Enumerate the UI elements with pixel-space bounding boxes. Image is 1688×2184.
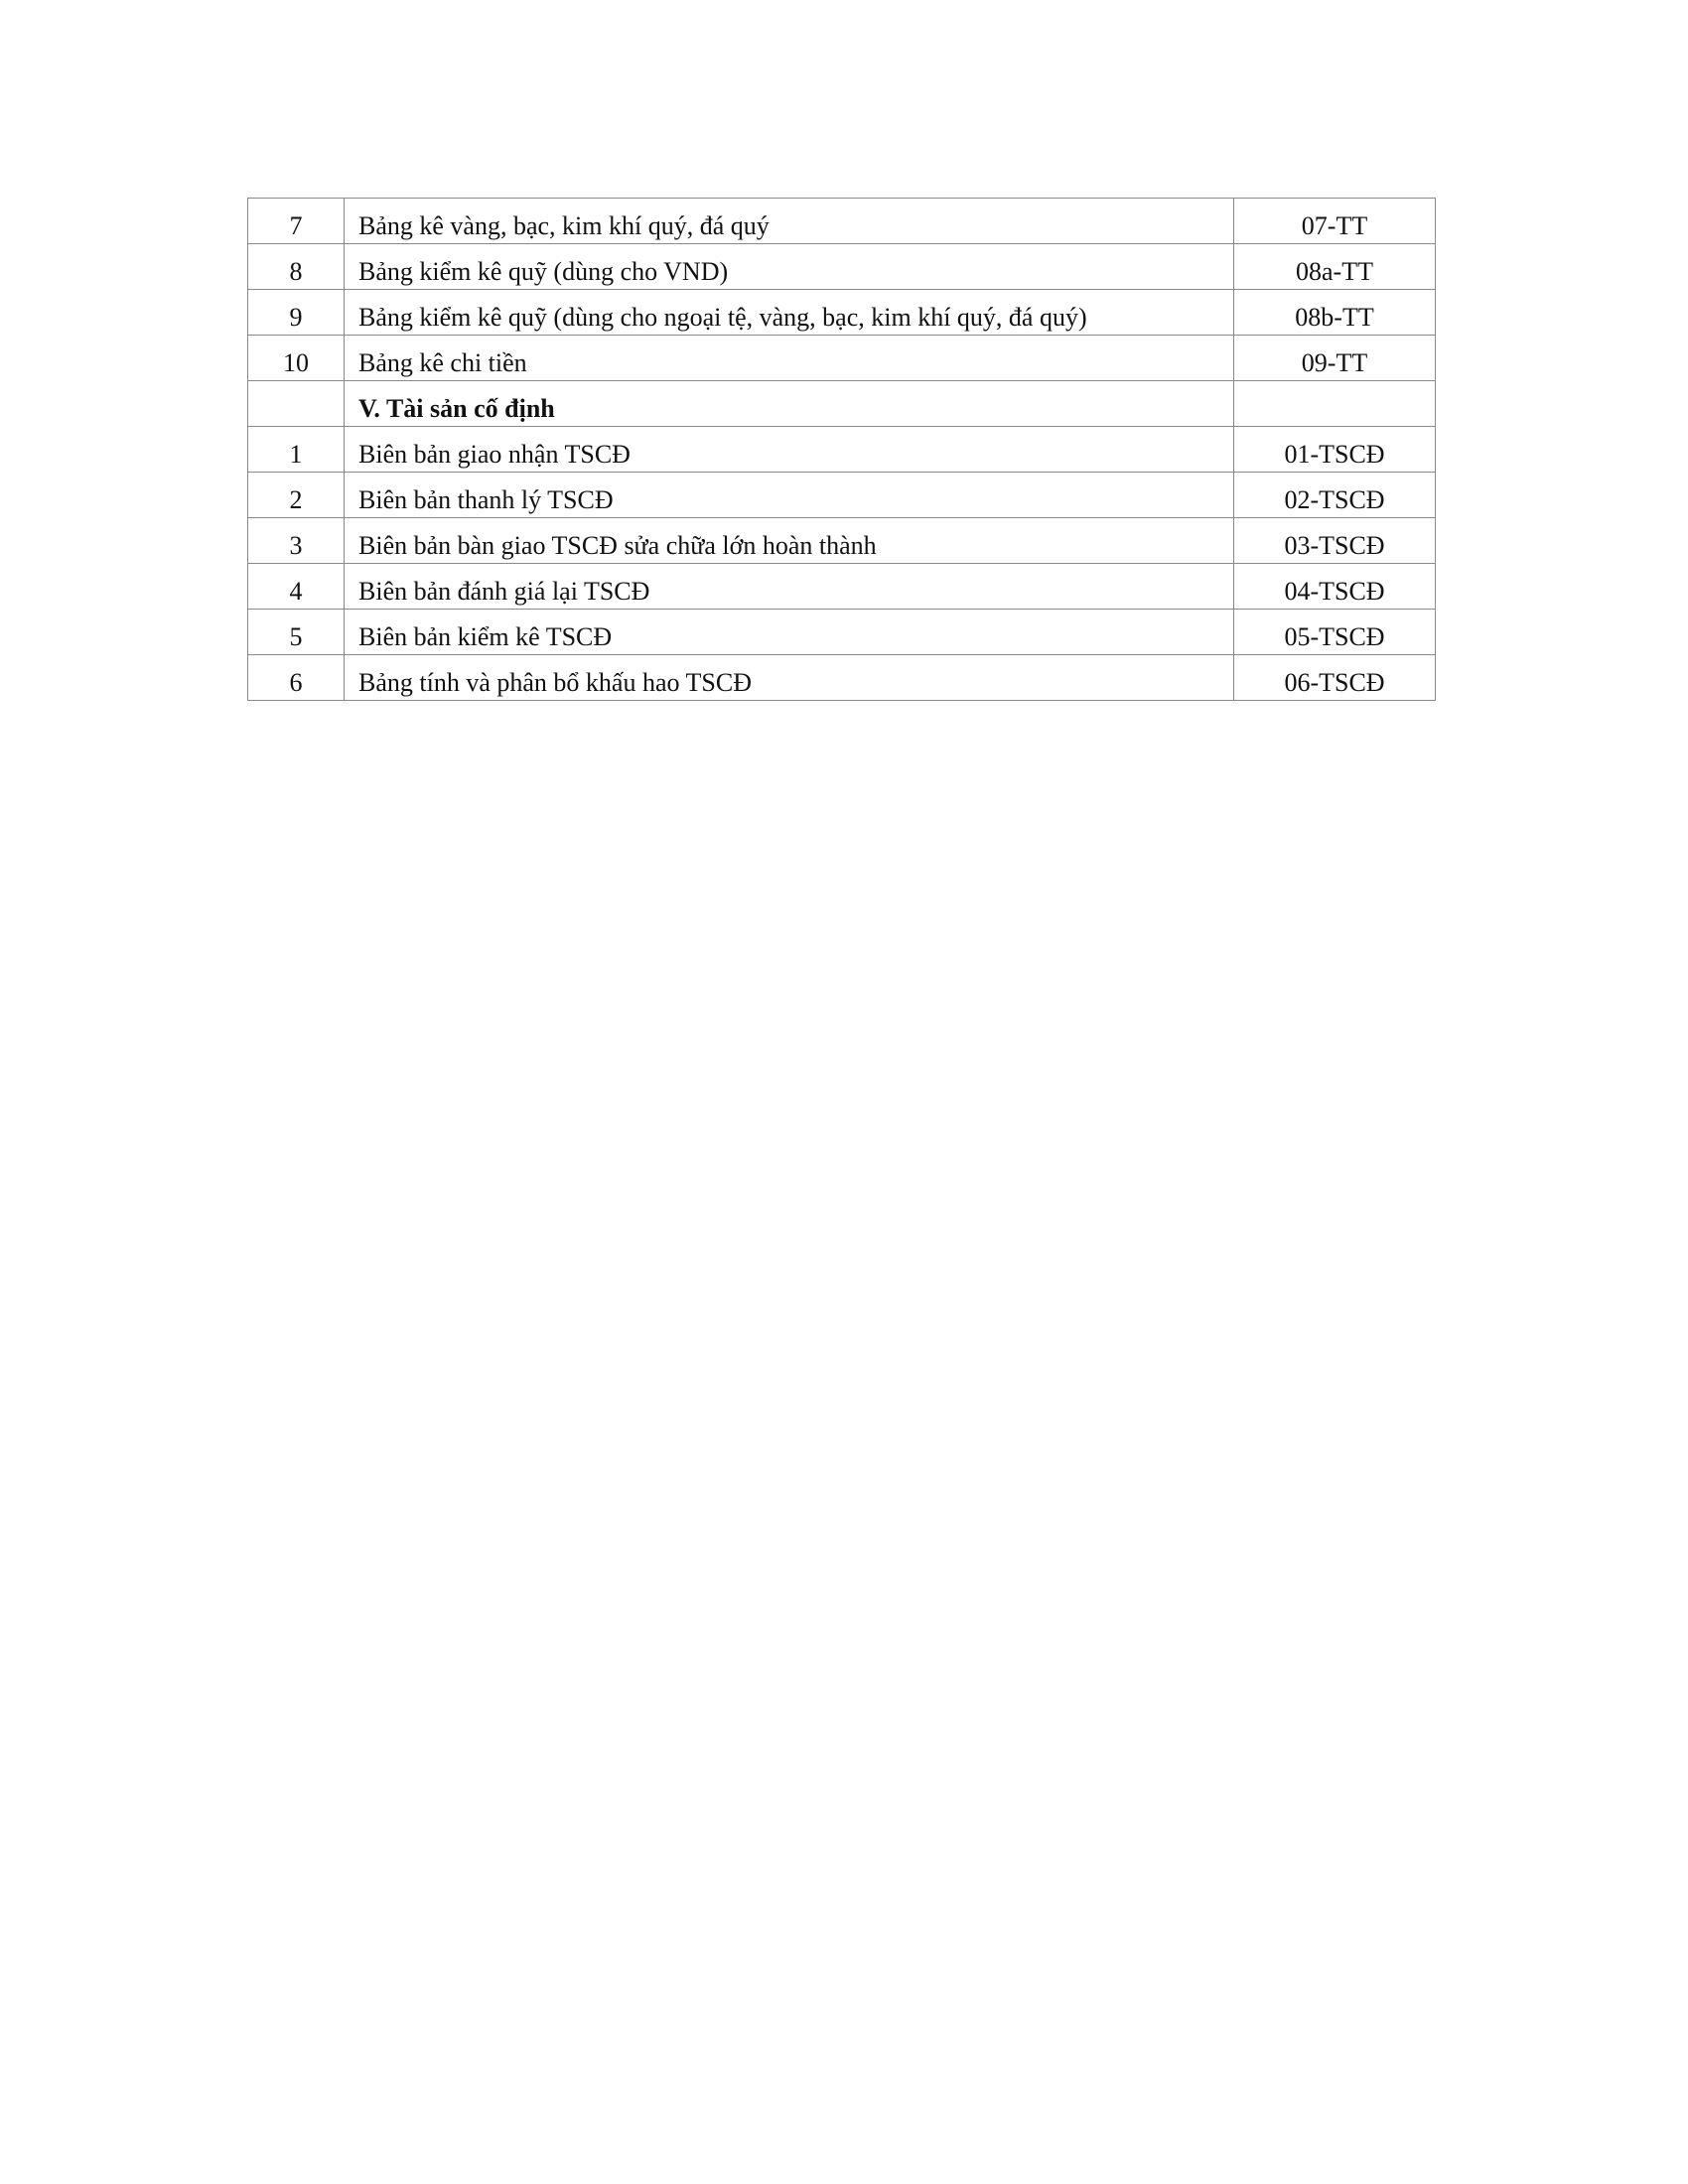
form-code: 08b-TT <box>1234 290 1436 336</box>
form-code: 07-TT <box>1234 199 1436 244</box>
form-name: Biên bản đánh giá lại TSCĐ <box>345 564 1234 610</box>
table-row <box>248 427 1436 473</box>
table-row <box>248 564 1436 610</box>
form-code: 03-TSCĐ <box>1234 518 1436 564</box>
row-number: 2 <box>248 473 345 518</box>
form-name: Biên bản bàn giao TSCĐ sửa chữa lớn hoàn thành <box>345 518 1234 564</box>
form-name: Bảng kiểm kê quỹ (dùng cho VND) <box>345 244 1234 290</box>
form-code: 05-TSCĐ <box>1234 610 1436 655</box>
row-number: 8 <box>248 244 345 290</box>
form-code: 08a-TT <box>1234 244 1436 290</box>
table-row <box>248 336 1436 381</box>
form-code <box>1234 381 1436 427</box>
table-row <box>248 610 1436 655</box>
table-row <box>248 518 1436 564</box>
table-row <box>248 244 1436 290</box>
form-code: 04-TSCĐ <box>1234 564 1436 610</box>
table-row <box>248 473 1436 518</box>
form-name: Biên bản kiểm kê TSCĐ <box>345 610 1234 655</box>
form-name: Bảng kê chi tiền <box>345 336 1234 381</box>
form-name: Bảng tính và phân bổ khấu hao TSCĐ <box>345 655 1234 701</box>
form-code: 09-TT <box>1234 336 1436 381</box>
row-number: 9 <box>248 290 345 336</box>
row-number: 4 <box>248 564 345 610</box>
row-number: 7 <box>248 199 345 244</box>
row-number: 10 <box>248 336 345 381</box>
form-name: Biên bản giao nhận TSCĐ <box>345 427 1234 473</box>
table-body <box>248 199 1436 701</box>
table-row <box>248 290 1436 336</box>
table-row <box>248 199 1436 244</box>
form-name: Bảng kê vàng, bạc, kim khí quý, đá quý <box>345 199 1234 244</box>
row-number: 6 <box>248 655 345 701</box>
document-table <box>247 198 1436 701</box>
table-row <box>248 655 1436 701</box>
section-title: V. Tài sản cố định <box>345 381 1234 427</box>
row-number: 3 <box>248 518 345 564</box>
row-number: 5 <box>248 610 345 655</box>
form-code: 02-TSCĐ <box>1234 473 1436 518</box>
section-header-row <box>248 381 1436 427</box>
form-name: Biên bản thanh lý TSCĐ <box>345 473 1234 518</box>
row-number: 1 <box>248 427 345 473</box>
form-name: Bảng kiểm kê quỹ (dùng cho ngoại tệ, vàng, bạc, kim khí quý, đá quý) <box>345 290 1234 336</box>
form-code: 01-TSCĐ <box>1234 427 1436 473</box>
form-code: 06-TSCĐ <box>1234 655 1436 701</box>
row-number <box>248 381 345 427</box>
